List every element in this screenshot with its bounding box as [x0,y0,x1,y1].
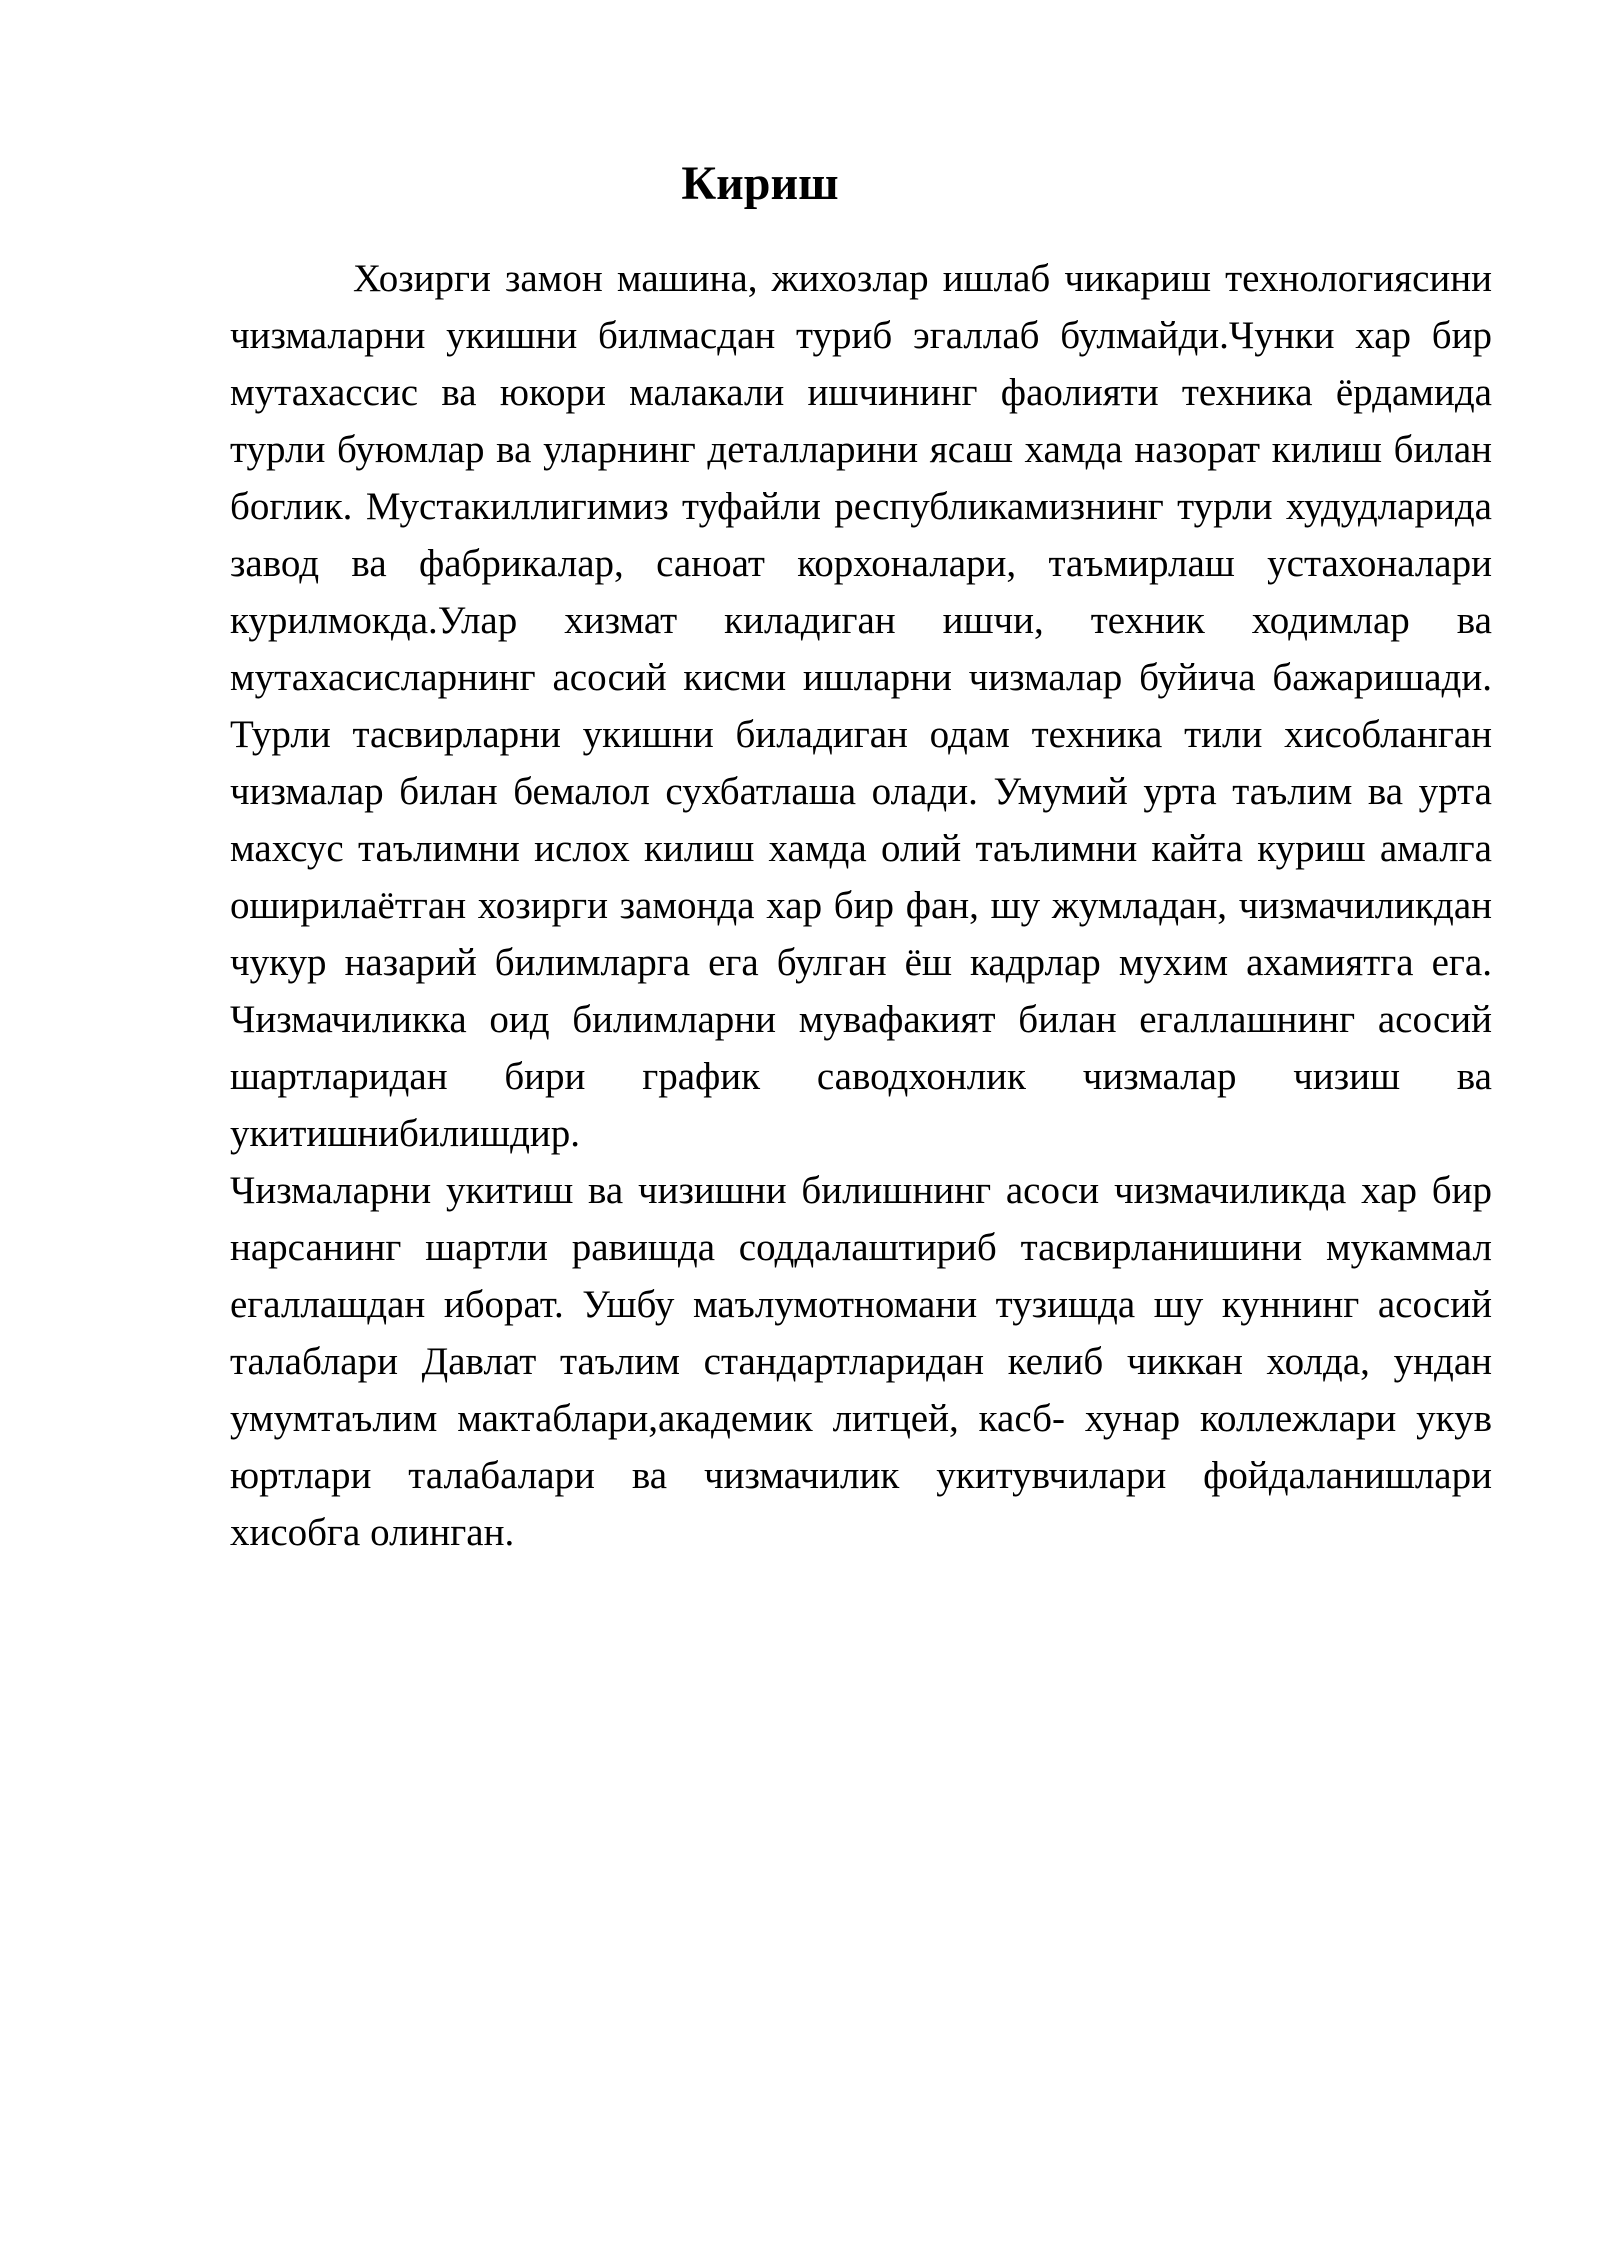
document-body [230,250,1492,1561]
paragraph: Чизмаларни укитиш ва чизишни билишнинг асоси чизмачиликда хар бир нарсанинг шартли равишда соддалаштириб тасвирланишини мукаммал егаллашдан иборат. Ушбу маълумотномани тузишда шу куннинг асосий талаблари Давлат таълим стандартларидан келиб чиккан холда, ундан умумтаълим мактаблари,академик литцей, касб- хунар коллежлари укув юртлари талабалари ва чизмачилик укитувчилари фойдаланишлари хисобга олинган. [230,1169,1492,1554]
page-title: Кириш [681,157,839,210]
paragraph: Хозирги замон машина, жихозлар ишлаб чикариш технологиясини чизмаларни укишни билмасдан туриб эгаллаб булмайди.Чунки хар бир мутахассис ва юкори малакали ишчининг фаолияти техника ёрдамида турли буюмлар ва уларнинг деталларини ясаш хамда назорат килиш билан боглик. Мустакиллигимиз туфайли республикамизнинг турли худудларида завод ва фабрикалар, саноат корхоналари, таъмирлаш устахоналари курилмокда.Улар хизмат киладиган ишчи, техник ходимлар ва мутахасисларнинг асосий кисми ишларни чизмалар буйича бажаришади. Турли тасвирларни укишни биладиган одам техника тили хисобланган чизмалар билан бемалол сухбатлаша олади. Умумий урта таълим ва урта махсус таълимни ислох килиш хамда олий таълимни кайта куриш амалга оширилаётган хозирги замонда хар бир фан, шу жумладан, чизмачиликдан чукур назарий билимларга ега булган ёш кадрлар мухим ахамиятга ега. Чизмачиликка оид билимларни мувафакият билан егаллашнинг асосий шартларидан бири график саводхонлик чизмалар чизиш ва укитишнибилишдир. [230,257,1492,1155]
